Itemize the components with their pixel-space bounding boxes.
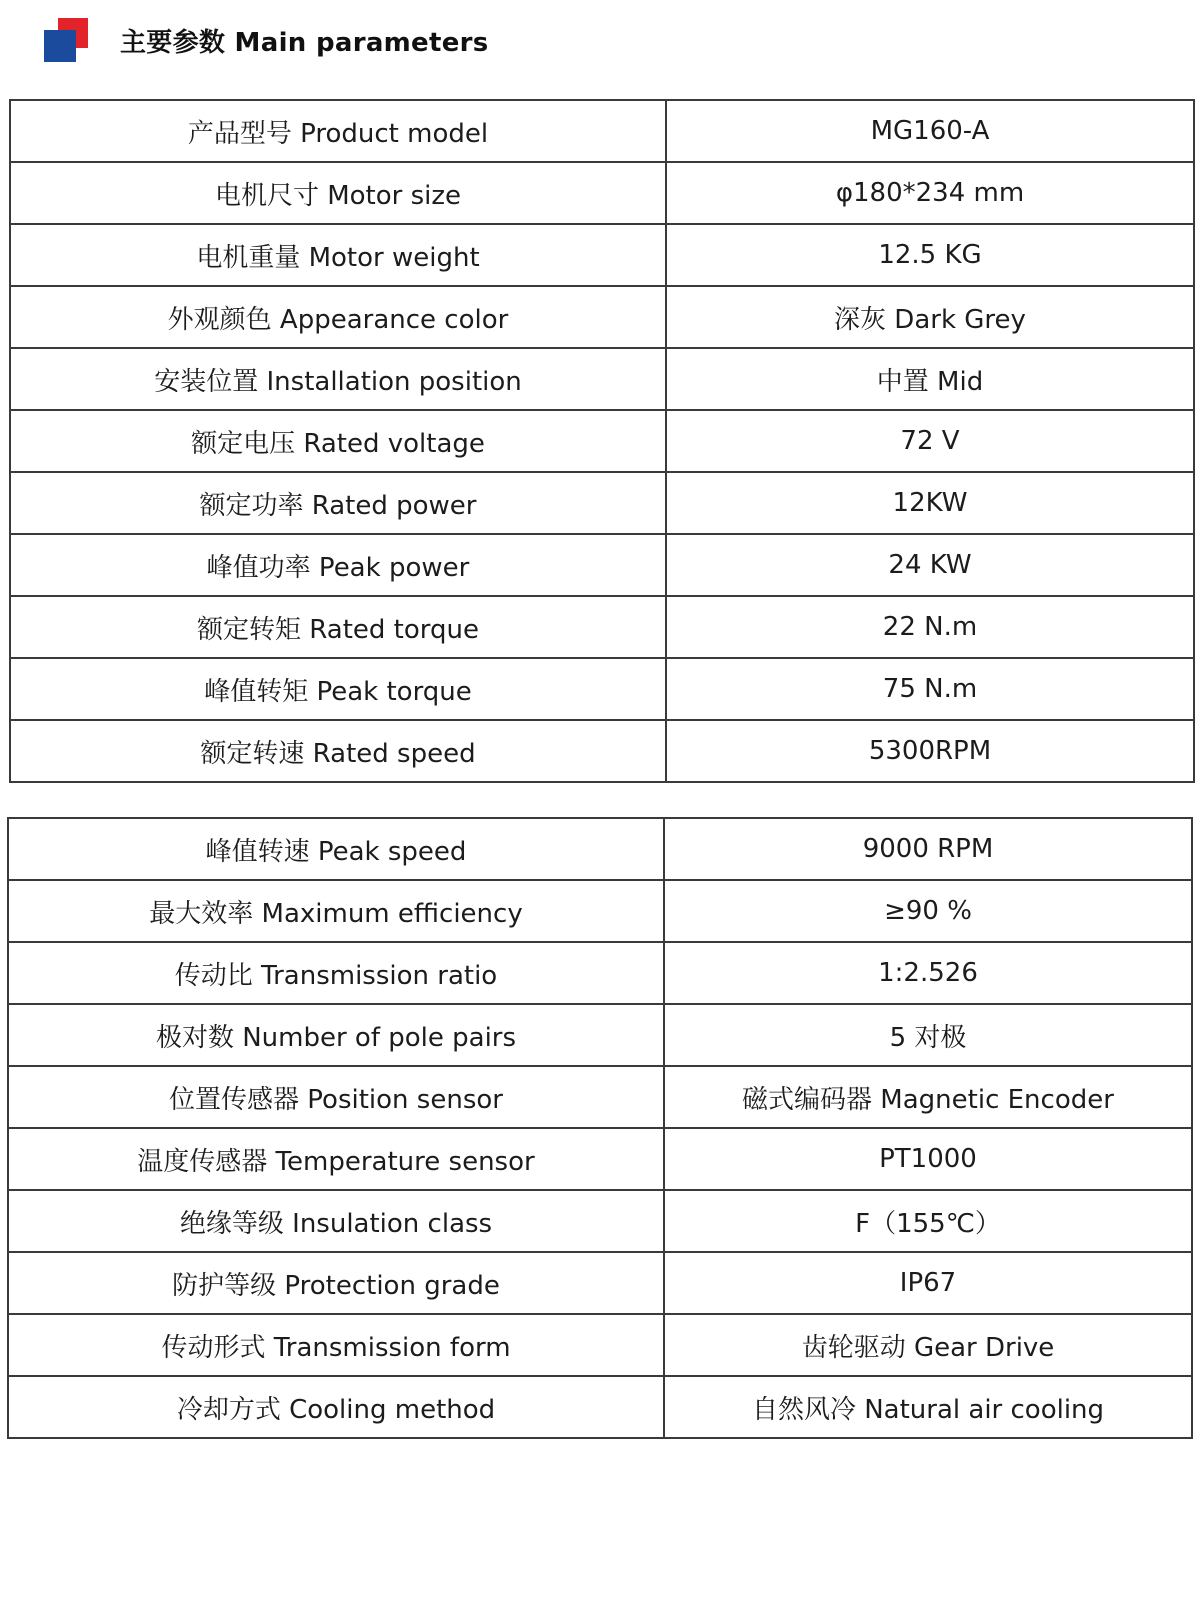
param-label: 绝缘等级 Insulation class xyxy=(8,1190,664,1252)
table-row xyxy=(8,880,1192,942)
param-value: 齿轮驱动 Gear Drive xyxy=(664,1314,1192,1376)
param-label: 产品型号 Product model xyxy=(10,100,666,162)
param-value: 1:2.526 xyxy=(664,942,1192,1004)
table-row xyxy=(8,1376,1192,1438)
parameters-table-1 xyxy=(9,99,1195,783)
param-label: 峰值转矩 Peak torque xyxy=(10,658,666,720)
table-row xyxy=(8,1066,1192,1128)
param-label: 峰值转速 Peak speed xyxy=(8,818,664,880)
param-label: 极对数 Number of pole pairs xyxy=(8,1004,664,1066)
param-value: 72 V xyxy=(666,410,1194,472)
table-row xyxy=(8,1128,1192,1190)
param-value: F（155℃） xyxy=(664,1190,1192,1252)
param-label: 防护等级 Protection grade xyxy=(8,1252,664,1314)
table-row xyxy=(10,658,1194,720)
param-value: IP67 xyxy=(664,1252,1192,1314)
param-value: 中置 Mid xyxy=(666,348,1194,410)
table-row xyxy=(8,942,1192,1004)
logo-blue-square xyxy=(44,30,76,62)
table-row xyxy=(10,100,1194,162)
section-title: 主要参数 Main parameters xyxy=(120,27,489,58)
section-header xyxy=(44,18,489,62)
table-row xyxy=(8,1314,1192,1376)
param-value: 自然风冷 Natural air cooling xyxy=(664,1376,1192,1438)
param-label: 最大效率 Maximum efficiency xyxy=(8,880,664,942)
param-value: 24 KW xyxy=(666,534,1194,596)
param-value: ≥90 % xyxy=(664,880,1192,942)
table-row xyxy=(8,1252,1192,1314)
table-row xyxy=(10,224,1194,286)
param-label: 安装位置 Installation position xyxy=(10,348,666,410)
param-label: 额定功率 Rated power xyxy=(10,472,666,534)
param-label: 额定转矩 Rated torque xyxy=(10,596,666,658)
param-value: 深灰 Dark Grey xyxy=(666,286,1194,348)
table-row xyxy=(10,534,1194,596)
param-label: 位置传感器 Position sensor xyxy=(8,1066,664,1128)
param-label: 电机尺寸 Motor size xyxy=(10,162,666,224)
table-row xyxy=(8,818,1192,880)
param-label: 外观颜色 Appearance color xyxy=(10,286,666,348)
param-value: 5 对极 xyxy=(664,1004,1192,1066)
param-value: 5300RPM xyxy=(666,720,1194,782)
table-row xyxy=(10,596,1194,658)
table-row xyxy=(10,286,1194,348)
param-label: 冷却方式 Cooling method xyxy=(8,1376,664,1438)
param-label: 峰值功率 Peak power xyxy=(10,534,666,596)
table-row xyxy=(8,1004,1192,1066)
param-value: PT1000 xyxy=(664,1128,1192,1190)
param-value: φ180*234 mm xyxy=(666,162,1194,224)
param-label: 传动比 Transmission ratio xyxy=(8,942,664,1004)
param-value: 12KW xyxy=(666,472,1194,534)
table-row xyxy=(10,410,1194,472)
table-row xyxy=(10,472,1194,534)
param-label: 额定电压 Rated voltage xyxy=(10,410,666,472)
table-row xyxy=(10,720,1194,782)
table-row xyxy=(10,162,1194,224)
brand-squares-logo xyxy=(44,18,90,62)
param-value: 9000 RPM xyxy=(664,818,1192,880)
table-row xyxy=(10,348,1194,410)
parameters-table-2 xyxy=(7,817,1193,1439)
table-row xyxy=(8,1190,1192,1252)
param-label: 传动形式 Transmission form xyxy=(8,1314,664,1376)
param-value: MG160-A xyxy=(666,100,1194,162)
param-label: 额定转速 Rated speed xyxy=(10,720,666,782)
param-label: 温度传感器 Temperature sensor xyxy=(8,1128,664,1190)
param-value: 磁式编码器 Magnetic Encoder xyxy=(664,1066,1192,1128)
param-value: 22 N.m xyxy=(666,596,1194,658)
param-value: 12.5 KG xyxy=(666,224,1194,286)
param-value: 75 N.m xyxy=(666,658,1194,720)
param-label: 电机重量 Motor weight xyxy=(10,224,666,286)
